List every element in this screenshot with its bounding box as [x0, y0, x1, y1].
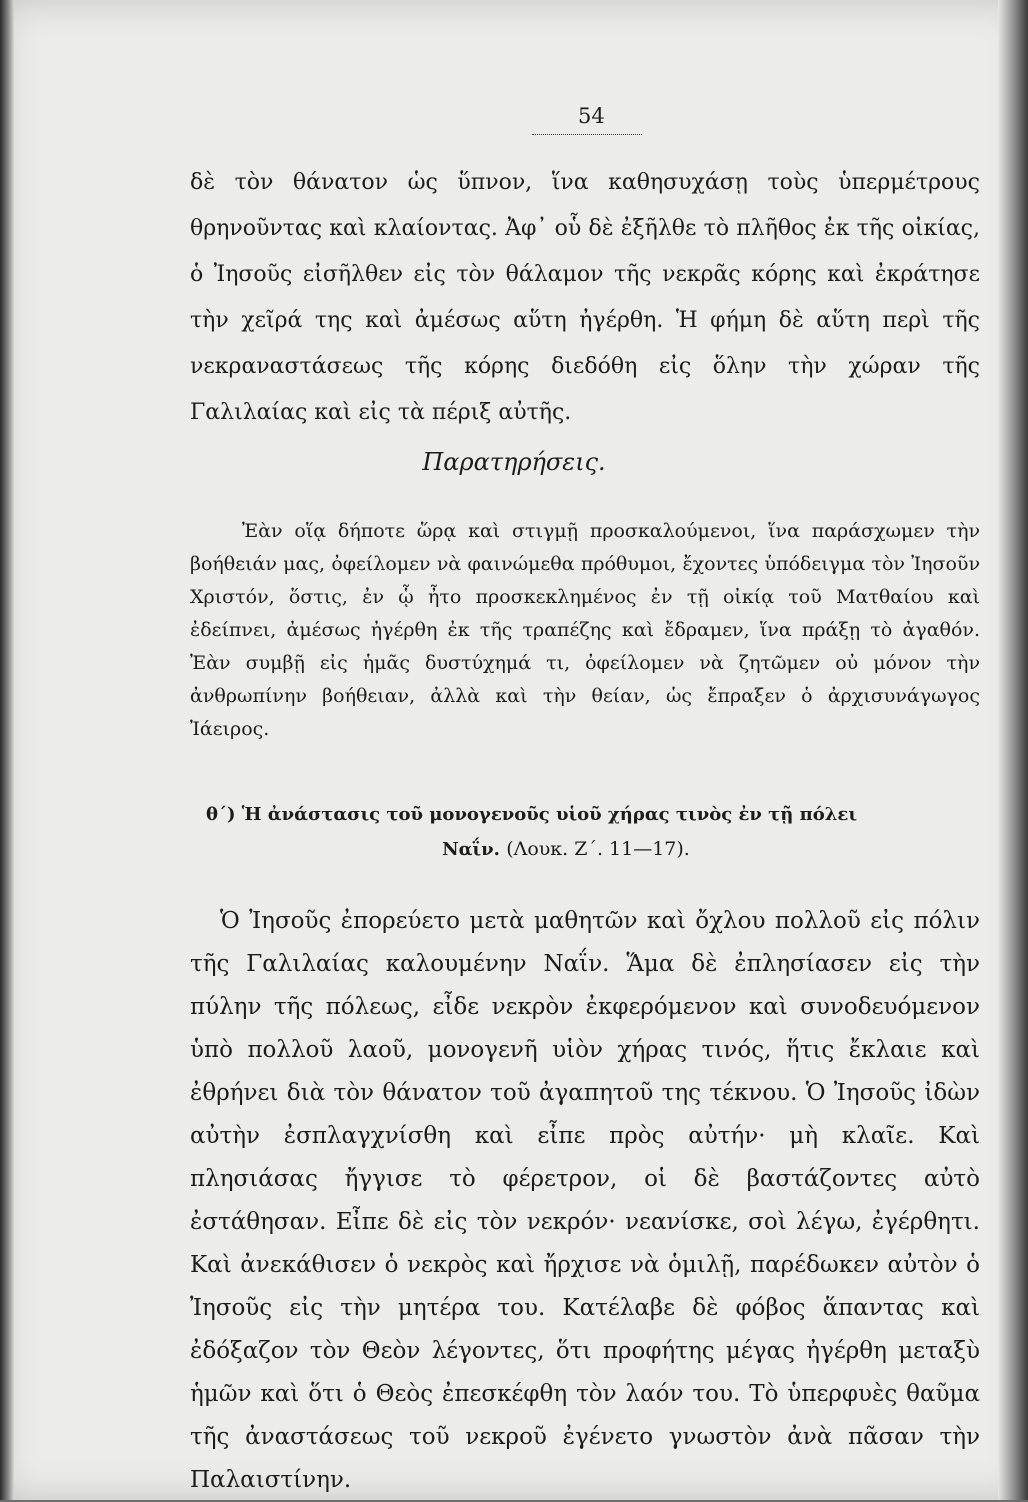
page-binding-edge	[0, 0, 14, 1500]
paragraph-continuation: δὲ τὸν θάνατον ὡς ὕπνον, ἵνα καθησυχάσῃ τοὺς ὑπερμέτρους θρηνοῦντας καὶ κλαίοντας. Ἀφ᾽ οὗ δὲ ἐξῆλθε τὸ πλῆθος ἐκ τῆς οἰκίας, ὁ Ἰησοῦς εἰσῆλθεν εἰς τὸν θάλαμον τῆς νεκρᾶς κόρης καὶ ἐκράτησε τὴν χεῖρά της καὶ ἀμέσως αὕτη ἠγέρθη. Ἡ φήμη δὲ αὕτη περὶ τῆς νεκραναστάσεως τῆς κόρης διεδόθη εἰς ὅλην τὴν χώραν τῆς Γαλιλαίας καὶ εἰς τὰ πέριξ αὐτῆς.	[190, 170, 980, 425]
observations-text	[190, 515, 980, 746]
section-title-line-2	[206, 832, 956, 867]
page-outer-edge	[998, 0, 1028, 1500]
section-title-reference: (Λουκ. Ζ΄. 11—17).	[506, 838, 690, 860]
section-title-line-1: θ΄) Ἡ ἀνάστασις τοῦ μονογενοῦς υἱοῦ χήρας τινὸς ἐν τῇ πόλει	[206, 804, 858, 825]
observations-paragraph: Ἐὰν οἵᾳ δήποτε ὥρᾳ καὶ στιγμῇ προσκαλούμενοι, ἵνα παράσχωμεν τὴν βοήθειάν μας, ὀφείλομεν νὰ φαινώμεθα πρόθυμοι, ἔχοντες ὑπόδειγμα τὸν Ἰησοῦν Χριστόν, ὅστις, ἐν ᾧ ἦτο προσκεκλημένος ἐν τῇ οἰκίᾳ τοῦ Ματθαίου καὶ ἐδείπνει, ἀμέσως ἠγέρθη ἐκ τῆς τραπέζης καὶ ἔδραμεν, ἵνα πράξῃ τὸ ἀγαθόν. Ἐὰν συμβῇ εἰς ἡμᾶς δυστύχημά τι, ὀφείλομεν νὰ ζητῶμεν οὐ μόνον τὴν ἀνθρωπίνην βοήθειαν, ἀλλὰ καὶ τὴν θείαν, ὡς ἔπραξεν ὁ ἀρχισυνάγωγος Ἰάειρος.	[190, 520, 980, 740]
page-number-rule	[532, 134, 642, 135]
section-title	[206, 798, 956, 867]
section-paragraph: Ὁ Ἰησοῦς ἐπορεύετο μετὰ μαθητῶν καὶ ὄχλου πολλοῦ εἰς πόλιν τῆς Γαλιλαίας καλουμένην Ναΐν. Ἅμα δὲ ἐπλησίασεν εἰς τὴν πύλην τῆς πόλεως, εἶδε νεκρὸν ἐκφερόμενον καὶ συνοδευόμενον ὑπὸ πολλοῦ λαοῦ, μονογενῆ υἱὸν χήρας τινός, ἥτις ἔκλαιε καὶ ἐθρήνει διὰ τὸν θάνατον τοῦ ἀγαπητοῦ της τέκνου. Ὁ Ἰησοῦς ἰδὼν αὐτὴν ἐσπλαγχνίσθη καὶ εἶπε πρὸς αὐτήν· μὴ κλαῖε. Καὶ πλησιάσας ἤγγισε τὸ φέρετρον, οἱ δὲ βαστάζοντες αὐτὸ ἐστάθησαν. Εἶπε δὲ εἰς τὸν νεκρόν· νεανίσκε, σοὶ λέγω, ἐγέρθητι. Καὶ ἀνεκάθισεν ὁ νεκρὸς καὶ ἤρχισε νὰ ὁμιλῇ, παρέδωκεν αὐτὸν ὁ Ἰησοῦς εἰς τὴν μητέρα του. Κατέλαβε δὲ φόβος ἅπαντας καὶ ἐδόξαζον τὸν Θεὸν λέγοντες, ὅτι προφήτης μέγας ἠγέρθη μεταξὺ ἡμῶν καὶ ὅτι ὁ Θεὸς ἐπεσκέφθη τὸν λαόν του. Τὸ ὑπερφυὲς θαῦμα τῆς ἀναστάσεως τοῦ νεκροῦ ἐγένετο γνωστὸν ἀνὰ πᾶσαν τὴν Παλαιστίνην.	[190, 908, 980, 1493]
page-number: 54	[578, 104, 605, 128]
observations-heading: Παρατηρήσεις.	[422, 448, 606, 476]
section-title-place: Ναΐν.	[442, 839, 500, 860]
